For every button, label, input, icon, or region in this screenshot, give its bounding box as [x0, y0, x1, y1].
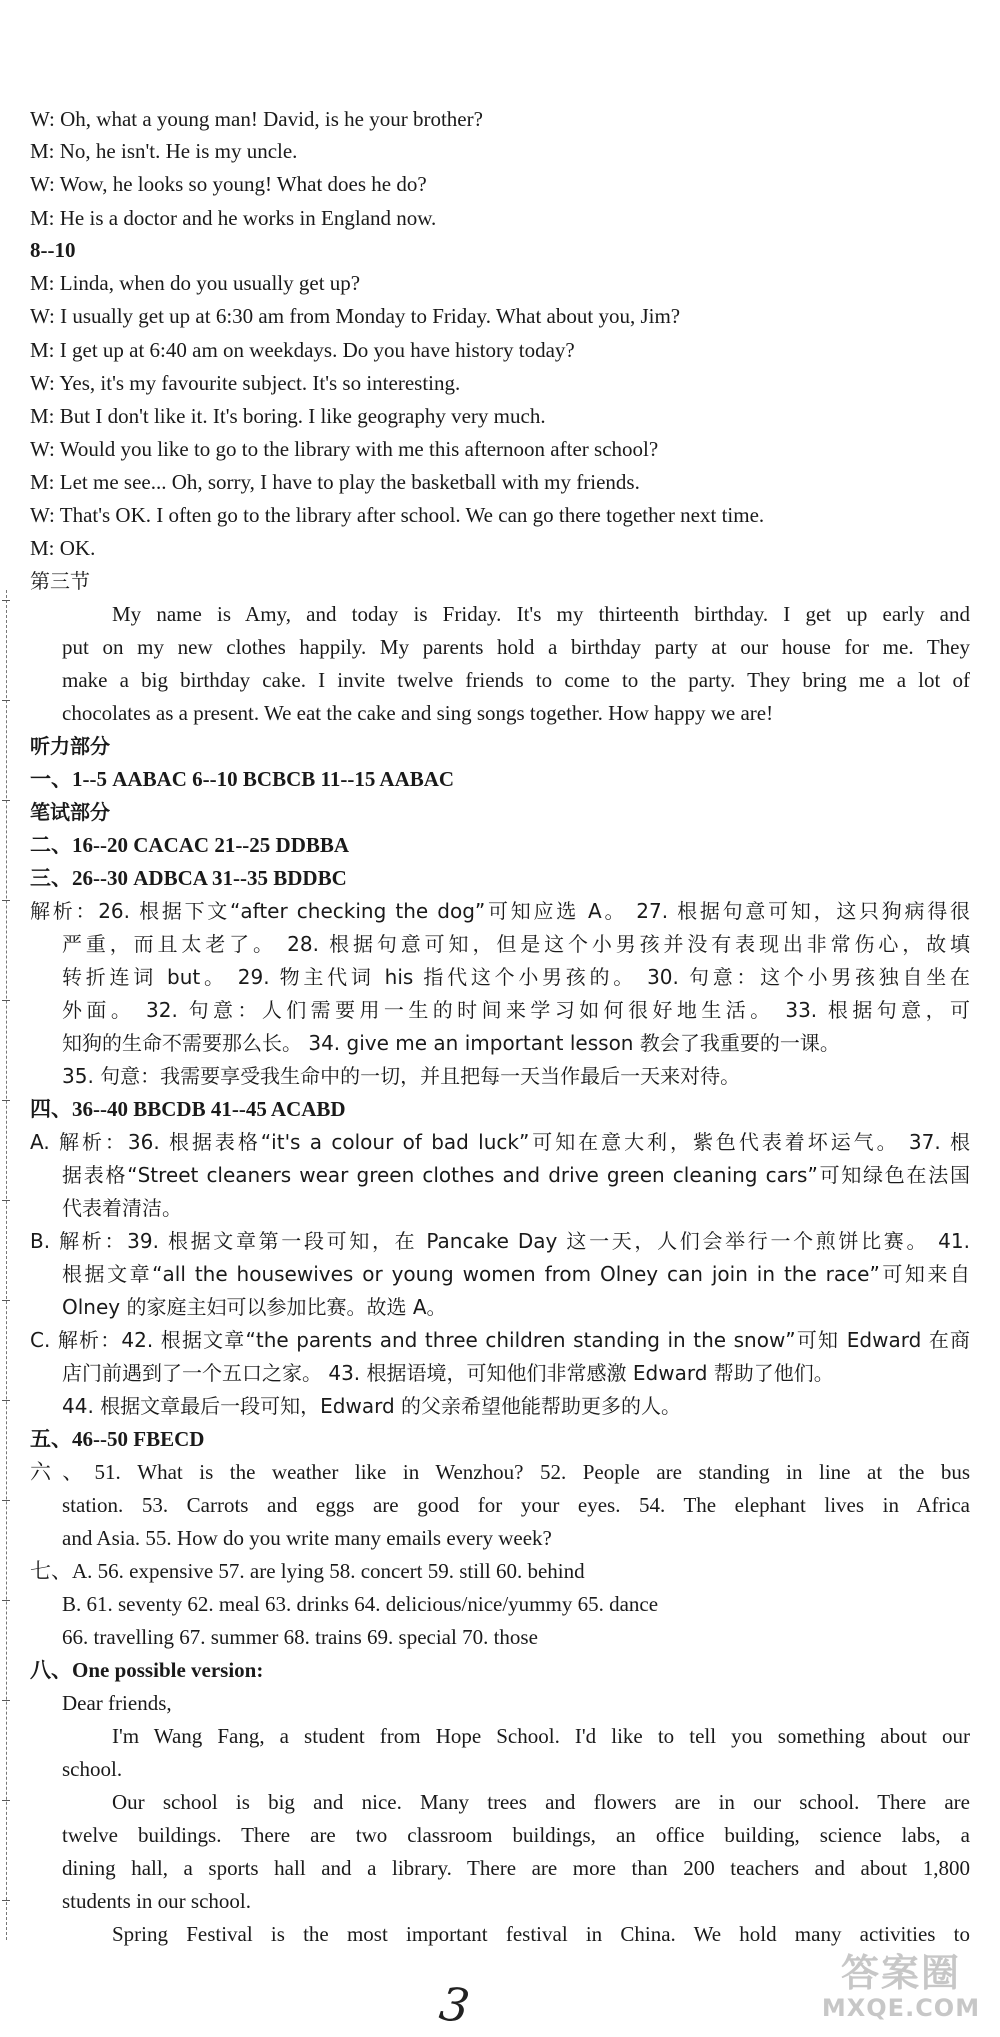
- explanation-line: B. 解析：39. 根据文章第一段可知，在 Pancake Day 这一天，人们会举行一个煎饼比赛。 41.: [30, 1229, 970, 1253]
- section-heading: 听力部分: [30, 734, 110, 758]
- margin-tick: [2, 1400, 10, 1401]
- dialogue-line: M: OK.: [30, 536, 96, 560]
- dialogue-line: M: Let me see... Oh, sorry, I have to play the basketball with my friends.: [30, 470, 640, 494]
- margin-binding-rule: [6, 590, 7, 1940]
- margin-tick: [2, 1700, 10, 1701]
- essay-line: Our school is big and nice. Many trees and flowers are in our school. There are: [112, 1790, 970, 1814]
- answer-line: 三、26--30 ADBCA 31--35 BDDBC: [30, 866, 347, 890]
- dialogue-line: M: Linda, when do you usually get up?: [30, 271, 361, 295]
- answer-line: B. 61. seventy 62. meal 63. drinks 64. delicious/nice/yummy 65. dance: [62, 1592, 659, 1616]
- dialogue-line: W: Oh, what a young man! David, is he your brother?: [30, 107, 483, 131]
- passage-line: put on my new clothes happily. My parents hold a birthday party at our house for me. They: [62, 635, 970, 659]
- answer-line: and Asia. 55. How do you write many emails every week?: [62, 1526, 552, 1550]
- explanation-line: 根据文章“all the housewives or young women from Olney can join in the race”可知来自: [62, 1262, 970, 1286]
- explanation-line: 代表着清洁。: [62, 1196, 182, 1220]
- answer-line: 一、1--5 AABAC 6--10 BCBCB 11--15 AABAC: [30, 767, 455, 791]
- margin-tick: [2, 1600, 10, 1601]
- essay-line: twelve buildings. There are two classroom buildings, an office building, science labs, a: [62, 1823, 970, 1847]
- margin-tick: [2, 1200, 10, 1201]
- dialogue-line: M: No, he isn't. He is my uncle.: [30, 139, 298, 163]
- margin-tick: [2, 1500, 10, 1501]
- essay-line: dining hall, a sports hall and a library. There are more than 200 teachers and about 1,800: [62, 1856, 970, 1880]
- section-heading: 8--10: [30, 238, 76, 262]
- essay-line: Dear friends,: [62, 1691, 172, 1715]
- explanation-line: 严重，而且太老了。 28. 根据句意可知，但是这个小男孩并没有表现出非常伤心，故填: [62, 932, 970, 956]
- answer-line: station. 53. Carrots and eggs are good for your eyes. 54. The elephant lives in Africa: [62, 1493, 970, 1517]
- answer-line: 五、46--50 FBECD: [30, 1427, 205, 1451]
- passage-line: My name is Amy, and today is Friday. It's my thirteenth birthday. I get up early and: [112, 602, 970, 626]
- explanation-line: C. 解析：42. 根据文章“the parents and three children standing in the snow”可知 Edward 在商: [30, 1328, 970, 1352]
- dialogue-line: W: Yes, it's my favourite subject. It's so interesting.: [30, 371, 461, 395]
- essay-line: Spring Festival is the most important festival in China. We hold many activities to: [112, 1922, 970, 1946]
- watermark-url: MXQE.COM: [821, 1994, 981, 2022]
- explanation-line: Olney 的家庭主妇可以参加比赛。故选 A。: [62, 1295, 447, 1319]
- section-heading: 第三节: [30, 569, 90, 593]
- explanation-line: 35. 句意：我需要享受我生命中的一切，并且把每一天当作最后一天来对待。: [62, 1064, 741, 1088]
- explanation-line: 44. 根据文章最后一段可知，Edward 的父亲希望他能帮助更多的人。: [62, 1394, 682, 1418]
- answer-line: 二、16--20 CACAC 21--25 DDBBA: [30, 833, 350, 857]
- dialogue-line: W: That's OK. I often go to the library after school. We can go there together next time.: [30, 503, 765, 527]
- margin-tick: [2, 900, 10, 901]
- watermark-logo-text: 答案圈: [840, 1951, 961, 1995]
- section-heading: 笔试部分: [30, 800, 110, 824]
- dialogue-line: M: I get up at 6:40 am on weekdays. Do you have history today?: [30, 338, 575, 362]
- explanation-line: 转折连词 but。 29. 物主代词 his 指代这个小男孩的。 30. 句意：这个小男孩独自坐在: [62, 965, 970, 989]
- passage-line: make a big birthday cake. I invite twelve friends to come to the party. They bring me a lot of: [62, 668, 970, 692]
- dialogue-line: W: Would you like to go to the library with me this afternoon after school?: [30, 437, 659, 461]
- passage-line: chocolates as a present. We eat the cake and sing songs together. How happy we are!: [62, 701, 774, 725]
- essay-line: school.: [62, 1757, 123, 1781]
- explanation-line: 外面。 32. 句意：人们需要用一生的时间来学习如何很好地生活。 33. 根据句意，可: [62, 998, 970, 1022]
- margin-tick: [2, 700, 10, 701]
- site-watermark: [816, 1951, 986, 2027]
- margin-tick: [2, 1100, 10, 1101]
- explanation-line: 知狗的生命不需要那么长。 34. give me an important lesson 教会了我重要的一课。: [62, 1031, 840, 1055]
- answer-line: 四、36--40 BBCDB 41--45 ACABD: [30, 1097, 346, 1121]
- essay-line: students in our school.: [62, 1889, 251, 1913]
- margin-tick: [2, 1900, 10, 1901]
- section-heading: 八、One possible version:: [30, 1658, 264, 1682]
- margin-tick: [2, 800, 10, 801]
- explanation-line: 据表格“Street cleaners wear green clothes and drive green cleaning cars”可知绿色在法国: [62, 1163, 970, 1187]
- answer-line: 七、A. 56. expensive 57. are lying 58. concert 59. still 60. behind: [30, 1559, 585, 1583]
- dialogue-line: M: He is a doctor and he works in England now.: [30, 206, 437, 230]
- margin-tick: [2, 600, 10, 601]
- answer-line: 六、51. What is the weather like in Wenzhou? 52. People are standing in line at the bus: [30, 1460, 970, 1484]
- answer-line: 66. travelling 67. summer 68. trains 69. special 70. those: [62, 1625, 538, 1649]
- margin-tick: [2, 1300, 10, 1301]
- dialogue-line: M: But I don't like it. It's boring. I like geography very much.: [30, 404, 546, 428]
- explanation-line: 店门前遇到了一个五口之家。 43. 根据语境，可知他们非常感激 Edward 帮助了他们。: [62, 1361, 834, 1385]
- explanation-line: 解析：26. 根据下文“after checking the dog”可知应选 A。 27. 根据句意可知，这只狗病得很: [30, 899, 970, 923]
- margin-tick: [2, 1000, 10, 1001]
- page-number: 3: [436, 1976, 473, 2034]
- explanation-line: A. 解析：36. 根据表格“it's a colour of bad luck”可知在意大利，紫色代表着坏运气。 37. 根: [30, 1130, 970, 1154]
- dialogue-line: W: I usually get up at 6:30 am from Monday to Friday. What about you, Jim?: [30, 304, 681, 328]
- essay-line: I'm Wang Fang, a student from Hope School. I'd like to tell you something about our: [112, 1724, 970, 1748]
- dialogue-line: W: Wow, he looks so young! What does he do?: [30, 172, 427, 196]
- margin-tick: [2, 1800, 10, 1801]
